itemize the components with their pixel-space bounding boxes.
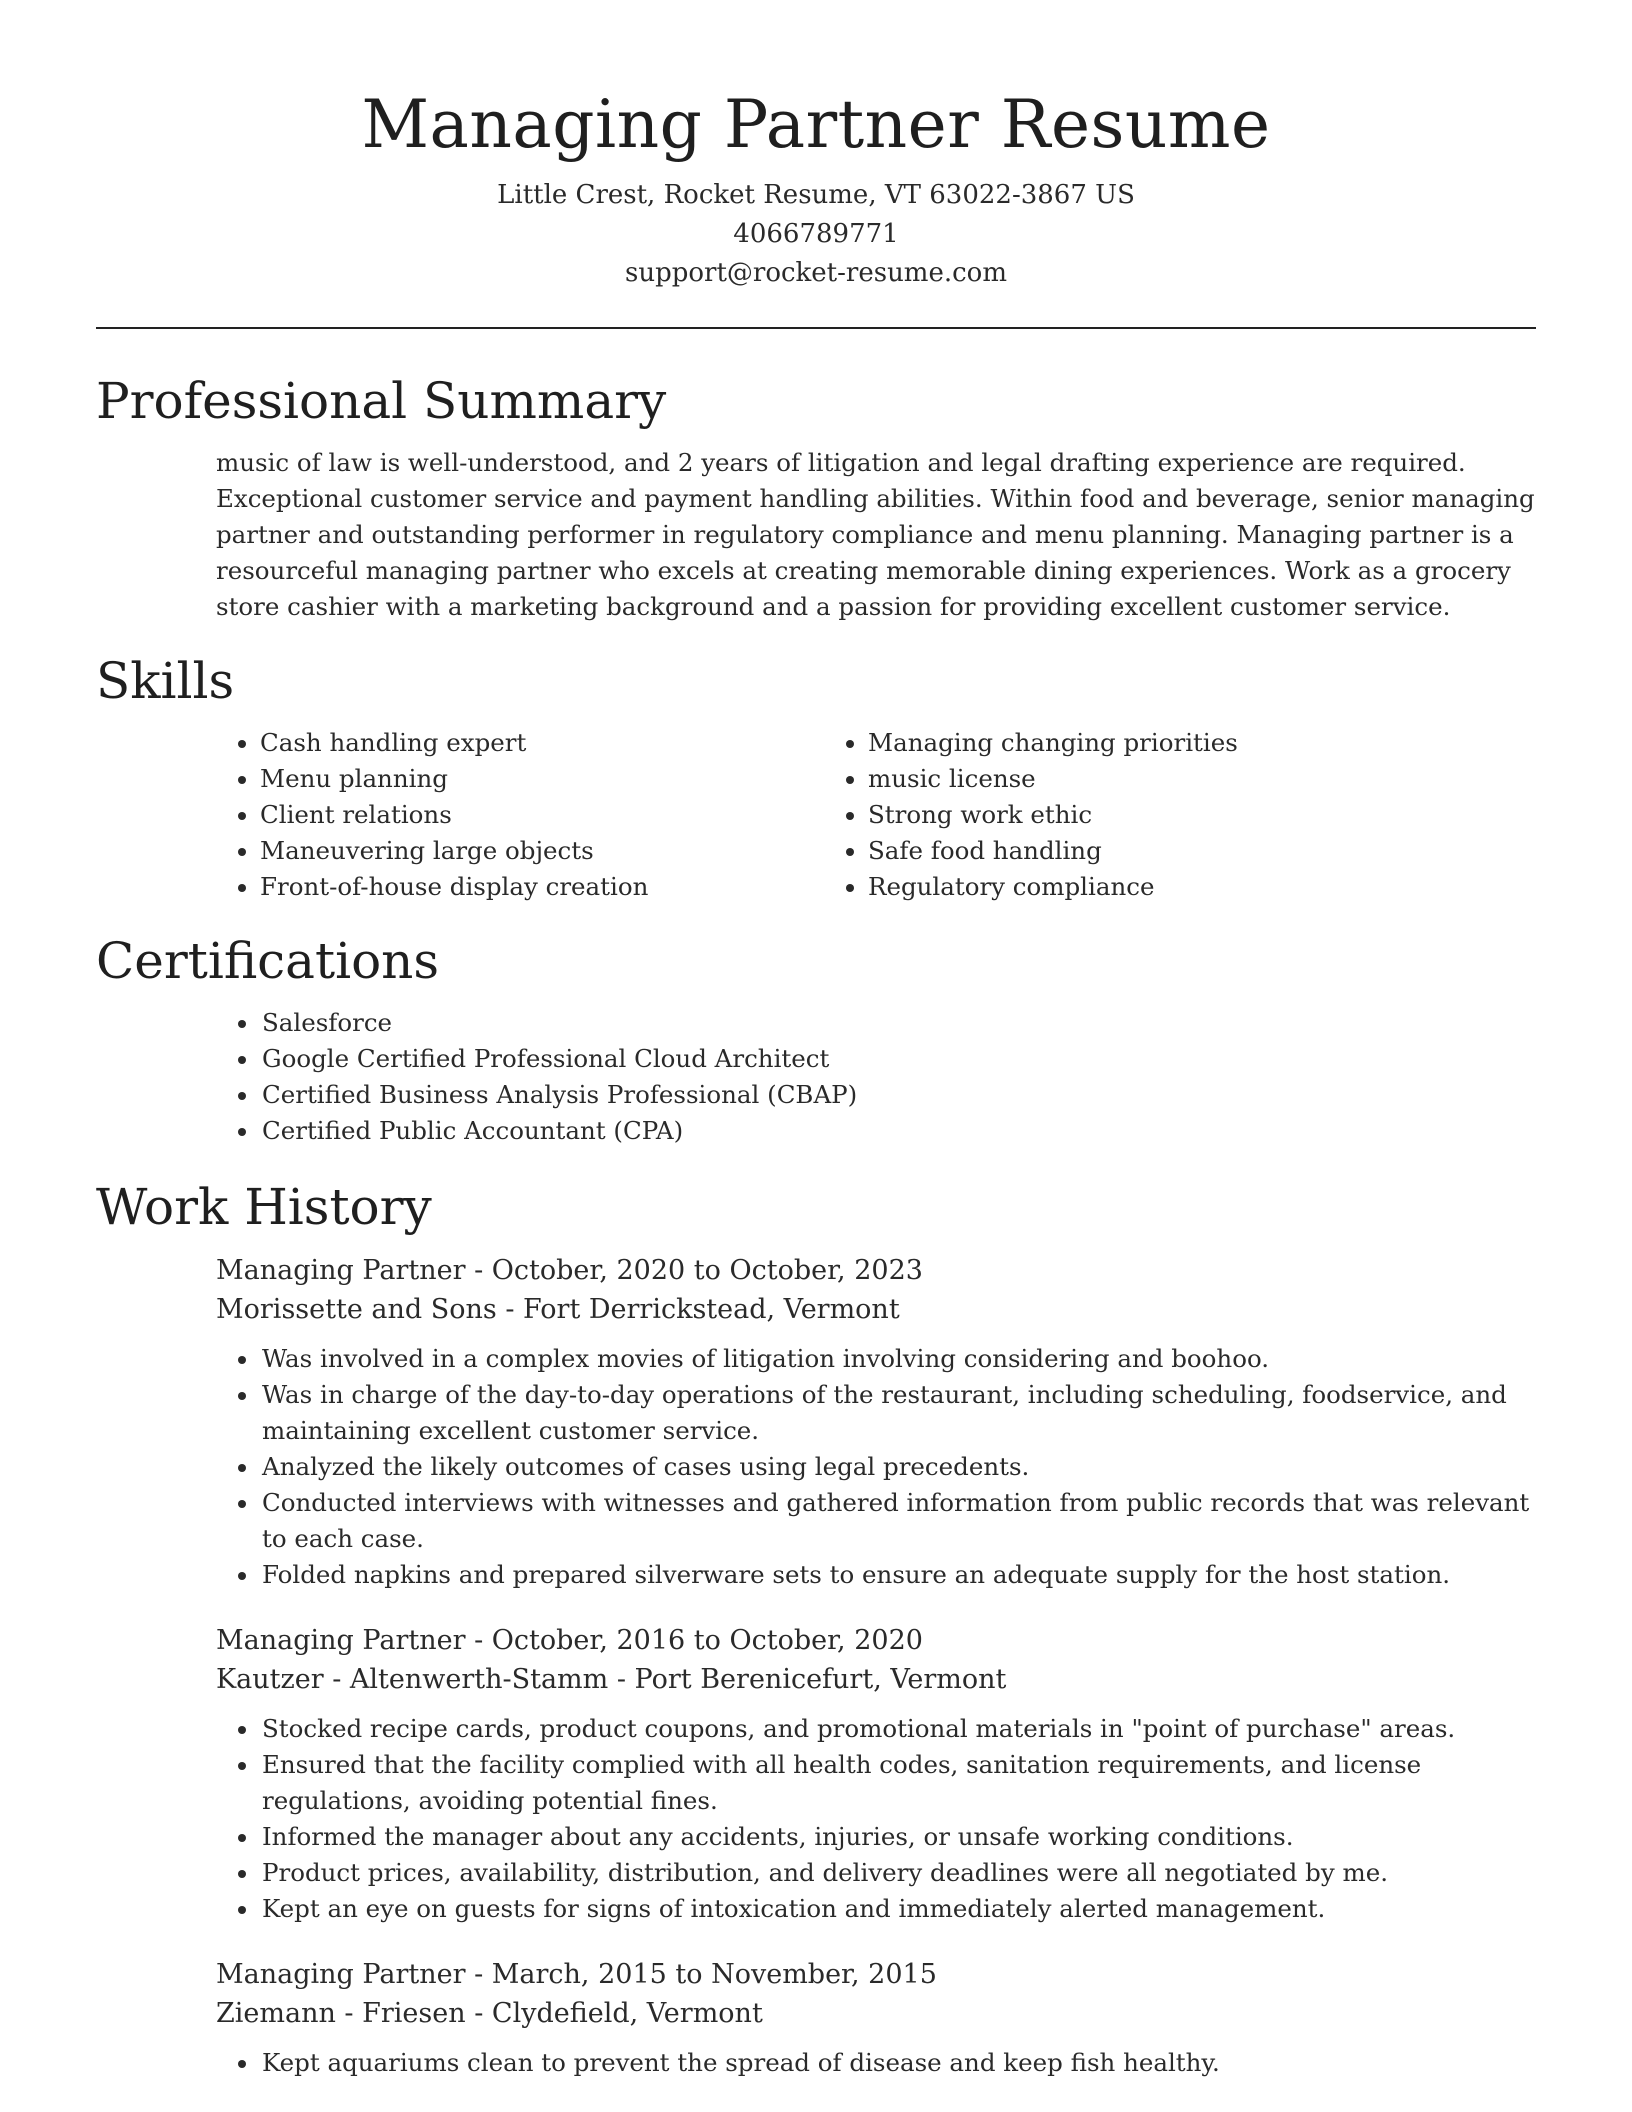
job-bullet: • Kept an eye on guests for signs of intoxication and immediately alerted management. [260, 1891, 1536, 1927]
job-company-line: Ziemann - Friesen - Clydefield, Vermont [216, 1998, 763, 2029]
job-bullets [216, 2045, 1536, 2081]
resume-title: Managing Partner Resume [361, 86, 1271, 163]
skill-item: • Cash handling expert [260, 725, 824, 761]
certifications-list [216, 1005, 1536, 1149]
phone: 4066789771 [733, 219, 899, 249]
skill-item: • Front-of-house display creation [260, 869, 824, 905]
job-entry [216, 1955, 1536, 2081]
skills-column-right [824, 725, 1432, 905]
job-bullet: • Analyzed the likely outcomes of cases using legal precedents. [260, 1449, 1536, 1485]
section-title-certifications: Certifications [96, 932, 440, 990]
skill-item: • Menu planning [260, 761, 824, 797]
resume-header [96, 0, 1536, 293]
header-divider [96, 327, 1536, 329]
job-entry [216, 1251, 1536, 1593]
job-bullet: • Informed the manager about any accidents, injuries, or unsafe working conditions. [260, 1819, 1536, 1855]
email: support@rocket-resume.com [624, 258, 1007, 288]
job-bullet: • Was in charge of the day-to-day operations of the restaurant, including scheduling, foodservice, and maintaining excellent customer service. [260, 1377, 1536, 1449]
section-title-work-history: Work History [96, 1178, 432, 1236]
address: Little Crest, Rocket Resume, VT 63022-3867 US [497, 180, 1135, 210]
job-bullet: • Kept aquariums clean to prevent the spread of disease and keep fish healthy. [260, 2045, 1536, 2081]
certification-item: • Salesforce [260, 1005, 1536, 1041]
job-bullets [216, 1711, 1536, 1927]
resume-page [96, 0, 1536, 2112]
contact-info [96, 176, 1536, 293]
skill-item: • music license [868, 761, 1432, 797]
skills-list [216, 725, 1536, 905]
job-bullets [216, 1341, 1536, 1593]
skills-column-left [216, 725, 824, 905]
skill-item: • Strong work ethic [868, 797, 1432, 833]
section-title-summary: Professional Summary [96, 372, 667, 430]
skill-item: • Maneuvering large objects [260, 833, 824, 869]
certification-item: • Google Certified Professional Cloud Architect [260, 1041, 1536, 1077]
job-title-line: Managing Partner - March, 2015 to November, 2015 [216, 1959, 937, 1990]
skill-item: • Managing changing priorities [868, 725, 1432, 761]
section-title-skills: Skills [96, 652, 235, 710]
skill-item: • Safe food handling [868, 833, 1432, 869]
job-bullet: • Conducted interviews with witnesses and gathered information from public records that was relevant to each case. [260, 1485, 1536, 1557]
job-company-line: Morissette and Sons - Fort Derrickstead, Vermont [216, 1294, 900, 1325]
job-bullet: • Stocked recipe cards, product coupons, and promotional materials in "point of purchase" areas. [260, 1711, 1536, 1747]
job-company-line: Kautzer - Altenwerth-Stamm - Port Berenicefurt, Vermont [216, 1664, 1007, 1695]
job-bullet: • Ensured that the facility complied with all health codes, sanitation requirements, and license regulations, avoiding potential fines. [260, 1747, 1536, 1819]
job-entry [216, 1621, 1536, 1927]
job-bullet: • Product prices, availability, distribution, and delivery deadlines were all negotiated by me. [260, 1855, 1536, 1891]
summary-text: music of law is well-understood, and 2 years of litigation and legal drafting experience are required. Exceptional customer service and payment handling abilities. Within food and beverage, senior managing partner and outstanding performer in regulatory compliance and menu planning. Managing partner is a resourceful managing partner who excels at creating memorable dining experiences. Work as a grocery store cashier with a marketing background and a passion for providing excellent customer service. [216, 448, 1535, 621]
job-bullet: • Was involved in a complex movies of litigation involving considering and boohoo. [260, 1341, 1536, 1377]
certification-item: • Certified Public Accountant (CPA) [260, 1113, 1536, 1149]
skill-item: • Client relations [260, 797, 824, 833]
job-title-line: Managing Partner - October, 2016 to October, 2020 [216, 1625, 923, 1656]
certification-item: • Certified Business Analysis Professional (CBAP) [260, 1077, 1536, 1113]
job-bullet: • Folded napkins and prepared silverware sets to ensure an adequate supply for the host station. [260, 1557, 1536, 1593]
skill-item: • Regulatory compliance [868, 869, 1432, 905]
job-title-line: Managing Partner - October, 2020 to October, 2023 [216, 1255, 923, 1286]
